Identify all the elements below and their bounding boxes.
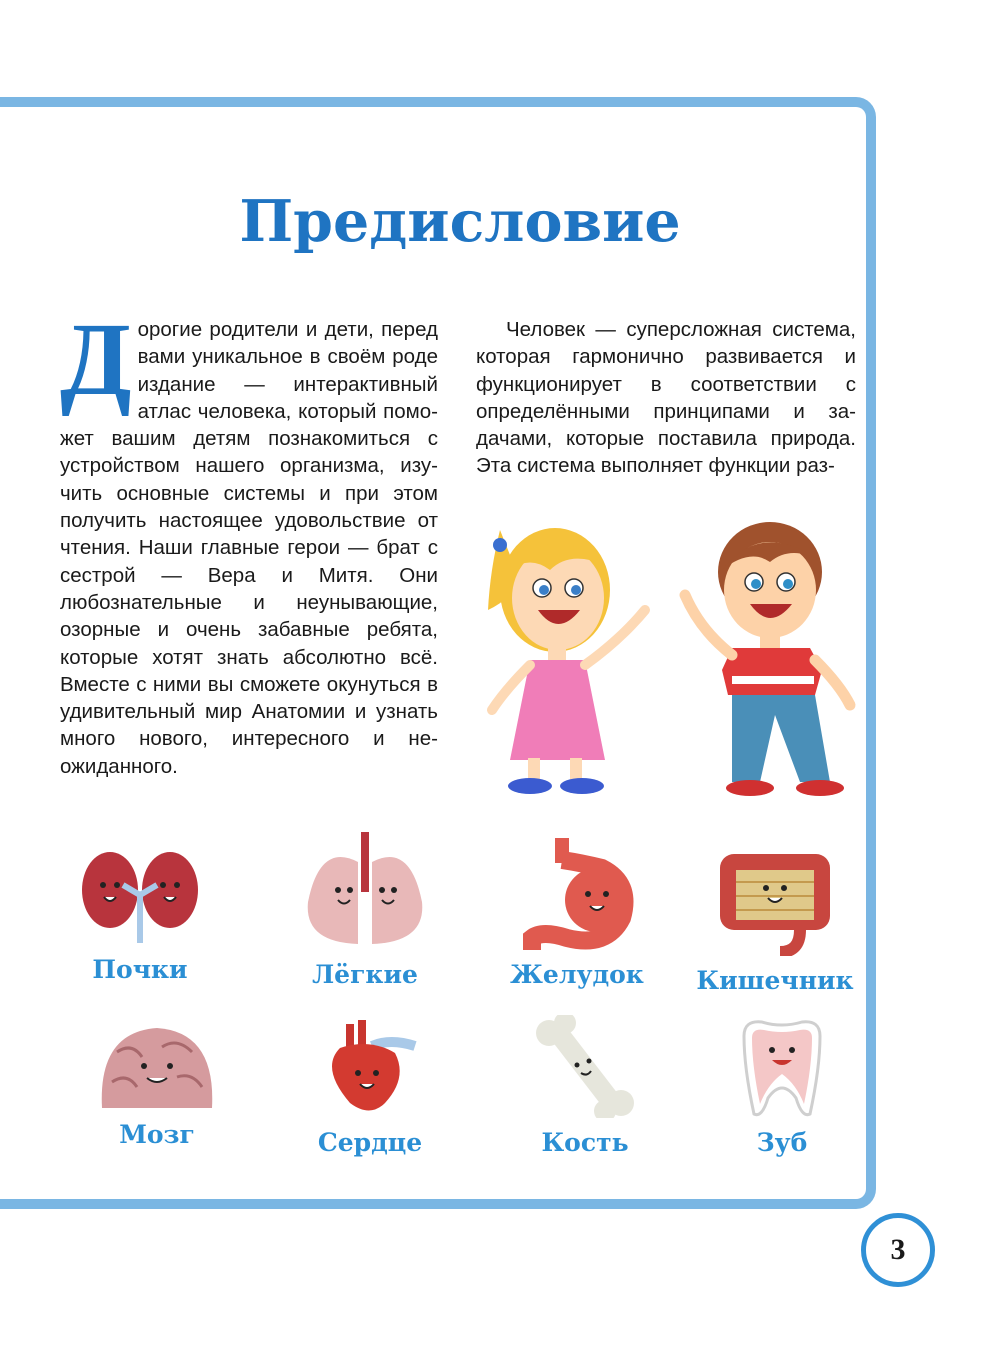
stomach-icon [512, 838, 642, 950]
organ-card-lungs [285, 832, 445, 989]
organ-label-lungs: Лёгкие [312, 960, 418, 989]
organ-card-bone [505, 1015, 665, 1157]
organ-card-kidneys [60, 845, 220, 984]
organ-card-brain [77, 1022, 237, 1149]
intro-left-paragraph [60, 302, 438, 780]
organ-card-stomach [497, 838, 657, 989]
bone-icon [525, 1015, 645, 1118]
tooth-icon [732, 1018, 832, 1118]
organ-label-intestine: Кишечник [696, 966, 854, 995]
organ-card-intestine [695, 848, 855, 995]
organ-label-brain: Мозг [119, 1120, 195, 1149]
boy-figure [685, 522, 850, 796]
lungs-icon [300, 832, 430, 950]
dropcap-letter: Д [60, 302, 132, 417]
organ-label-bone: Кость [541, 1128, 629, 1157]
page-title: Предисловие [239, 188, 681, 255]
intro-right-paragraph: Человек — суперсложная система, которая гармонично развивается и функционирует в соответствии с определёнными принципами и задачами, которые поставила природа. Эта система выполняет функции раз- [476, 318, 856, 478]
page-number-badge: 3 [861, 1213, 935, 1287]
organ-label-heart: Сердце [317, 1128, 423, 1157]
organ-card-heart [290, 1018, 450, 1157]
organ-card-tooth [702, 1018, 862, 1157]
organ-label-kidneys: Почки [92, 955, 188, 984]
girl-figure [488, 528, 645, 794]
organ-label-stomach: Желудок [510, 960, 644, 989]
intestine-icon [710, 848, 840, 956]
organ-label-tooth: Зуб [756, 1128, 808, 1157]
kidneys-icon [75, 845, 205, 945]
children-illustration [470, 500, 870, 800]
brain-icon [92, 1022, 222, 1110]
heart-icon [310, 1018, 430, 1118]
intro-left-text: орогие родители и дети, перед вами уникальное в своём роде издание — интерактивный атлас человека, который поможет вашим детям познакомиться с устройством нашего организма, изучить основные системы и при этом получить настоящее удовольствие от чтения. Наши главные герои — брат с сестрой — Вера и Митя. Они любознательные и неунывающие, озорные и очень забавные ребята, которые хотят знать абсолютно всё. Вместе с ними вы сможете окунуться в удивительный мир Анатомии и узнать много нового, интересного и неожиданного. [60, 318, 438, 778]
